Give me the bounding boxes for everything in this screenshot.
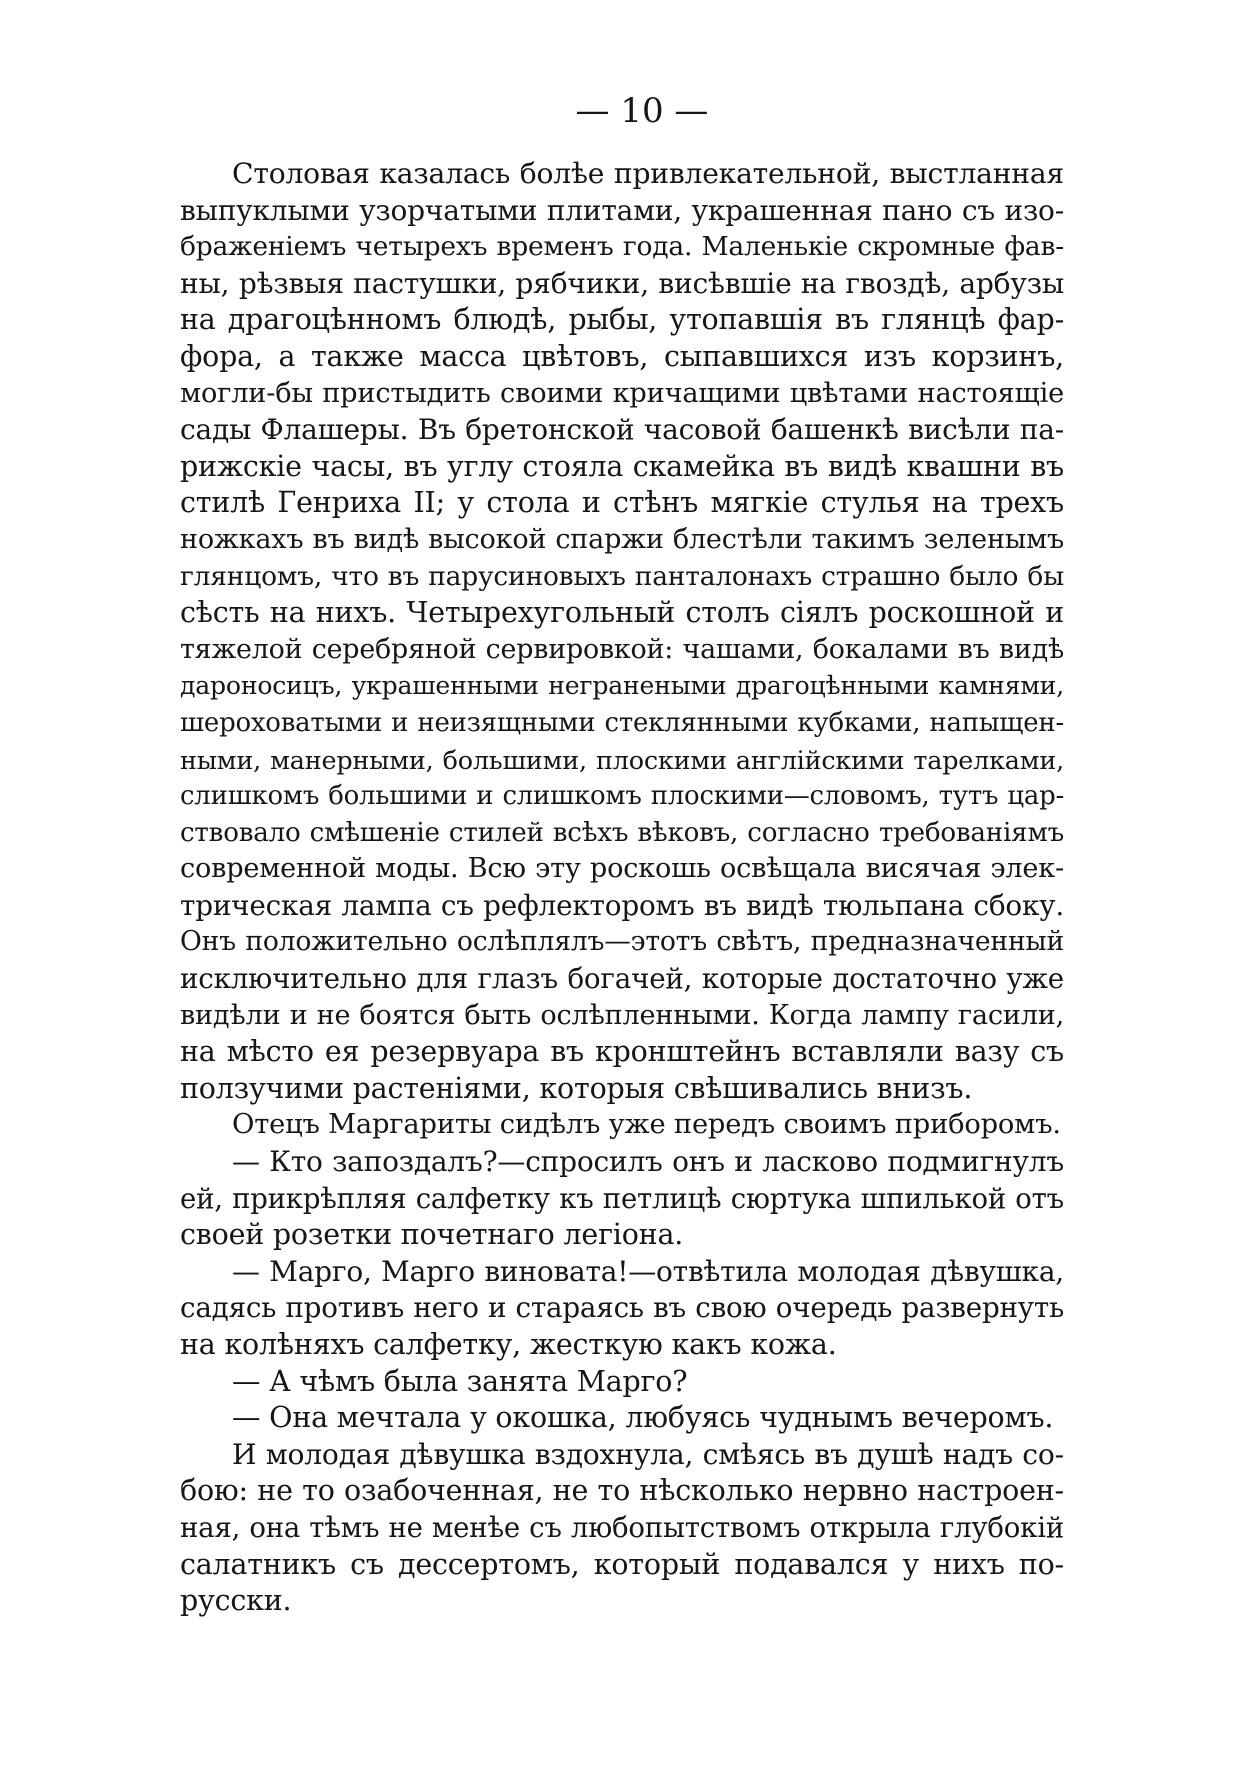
text-line: сады Флашеры. Въ бретонской часовой башенкѣ висѣли па- <box>180 413 1064 447</box>
text-line: стилѣ Генриха II; у стола и стѣнъ мягкіе стулья на трехъ <box>180 486 1064 520</box>
text-line: современной моды. Всю эту роскошь освѣщала висячая элек- <box>180 853 1064 885</box>
text-line: русски. <box>180 1584 292 1618</box>
page-number: — 10 — <box>575 91 709 131</box>
text-line: бою: не то озабоченная, не то нѣсколько нервно настроен- <box>180 1474 1064 1508</box>
text-line: дароносицъ, украшенными негранеными драгоцѣнными камнями, <box>180 671 1064 701</box>
text-line: ными, манерными, большими, плоскими англійскими тарелками, <box>180 744 1064 775</box>
body-text <box>180 156 1064 1620</box>
text-line: трическая лампа съ рефлекторомъ въ видѣ тюльпана сбоку. <box>180 888 1064 922</box>
text-line: на мѣсто ея резервуара въ кронштейнъ вставляли вазу съ <box>180 1035 1064 1069</box>
text-line: ей, прикрѣпляя салфетку къ петлицѣ сюртука шпилькой отъ <box>180 1182 1064 1215</box>
text-line: шероховатыми и неизящными стеклянными кубками, напыщен- <box>180 707 1064 738</box>
text-line: — Марго, Марго виновата!—отвѣтила молодая дѣвушка, <box>232 1254 1064 1288</box>
text-line: на колѣняхъ салфетку, жесткую какъ кожа. <box>180 1328 837 1361</box>
text-line: исключительно для глазъ богачей, которые достаточно уже <box>180 962 1064 996</box>
text-line: выпуклыми узорчатыми плитами, украшенная пано съ изо- <box>180 193 1064 227</box>
text-line: на драгоцѣнномъ блюдѣ, рыбы, утопавшія въ глянцѣ фар- <box>180 303 1064 337</box>
text-line: Онъ положительно ослѣплялъ—этотъ свѣтъ, предназначенный <box>180 926 1064 958</box>
text-line: ны, рѣзвыя пастушки, рябчики, висѣвшіе на гвоздѣ, арбузы <box>180 266 1064 300</box>
paragraph <box>180 1254 1064 1364</box>
text-line: ная, она тѣмъ не менѣе съ любопытствомъ открыла глубокій <box>180 1510 1064 1544</box>
text-line: ножкахъ въ видѣ высокой спаржи блестѣли такимъ зеленымъ <box>180 523 1064 555</box>
text-line: рижскіе часы, въ углу стояла скамейка въ видѣ квашни въ <box>180 449 1064 483</box>
text-line: ползучими растеніями, которыя свѣшивались внизъ. <box>180 1071 973 1105</box>
text-line: садясь противъ него и стараясь въ свою очередь развернуть <box>180 1291 1064 1325</box>
text-line: Отецъ Маргариты сидѣлъ уже передъ своимъ приборомъ. <box>232 1109 1061 1141</box>
paragraph <box>180 1107 1064 1144</box>
text-line: — А чѣмъ была занята Марго? <box>232 1364 688 1398</box>
text-line: Столовая казалась болѣе привлекательной, выстланная <box>232 157 1064 190</box>
text-line: браженіемъ четырехъ временъ года. Маленькіе скромные фав- <box>180 231 1064 263</box>
paragraph <box>180 156 1064 1107</box>
text-line: — Она мечтала у окошка, любуясь чуднымъ вечеромъ. <box>232 1401 1054 1435</box>
text-line: глянцомъ, что въ парусиновыхъ панталонахъ страшно было бы <box>180 560 1064 592</box>
text-line: видѣли и не боятся быть ослѣпленными. Когда лампу гасили, <box>180 999 1064 1031</box>
text-line: ствовало смѣшеніе стилей всѣхъ вѣковъ, согласно требованіямъ <box>180 817 1064 848</box>
text-line: тяжелой серебряной сервировкой: чашами, бокалами въ видѣ <box>180 633 1064 665</box>
paragraph <box>180 1437 1064 1620</box>
paragraph <box>180 1144 1064 1254</box>
text-line: сѣсть на нихъ. Четырехугольный столъ сіялъ роскошной и <box>180 596 1064 630</box>
text-line: салатникъ съ дессертомъ, который подавался у нихъ по- <box>180 1547 1064 1581</box>
text-line: слишкомъ большими и слишкомъ плоскими—словомъ, тутъ цар- <box>180 781 1064 812</box>
text-line: — Кто запоздалъ?—спросилъ онъ и ласково подмигнулъ <box>232 1145 1064 1179</box>
paragraph <box>180 1364 1064 1401</box>
text-line: могли-бы пристыдить своими кричащими цвѣтами настоящіе <box>180 377 1064 409</box>
paragraph <box>180 1400 1064 1437</box>
text-line: И молодая дѣвушка вздохнула, смѣясь въ душѣ надъ со- <box>232 1437 1064 1471</box>
text-line: фора, а также масса цвѣтовъ, сыпавшихся изъ корзинъ, <box>180 339 1064 373</box>
text-line: своей розетки почетнаго легіона. <box>180 1218 684 1252</box>
